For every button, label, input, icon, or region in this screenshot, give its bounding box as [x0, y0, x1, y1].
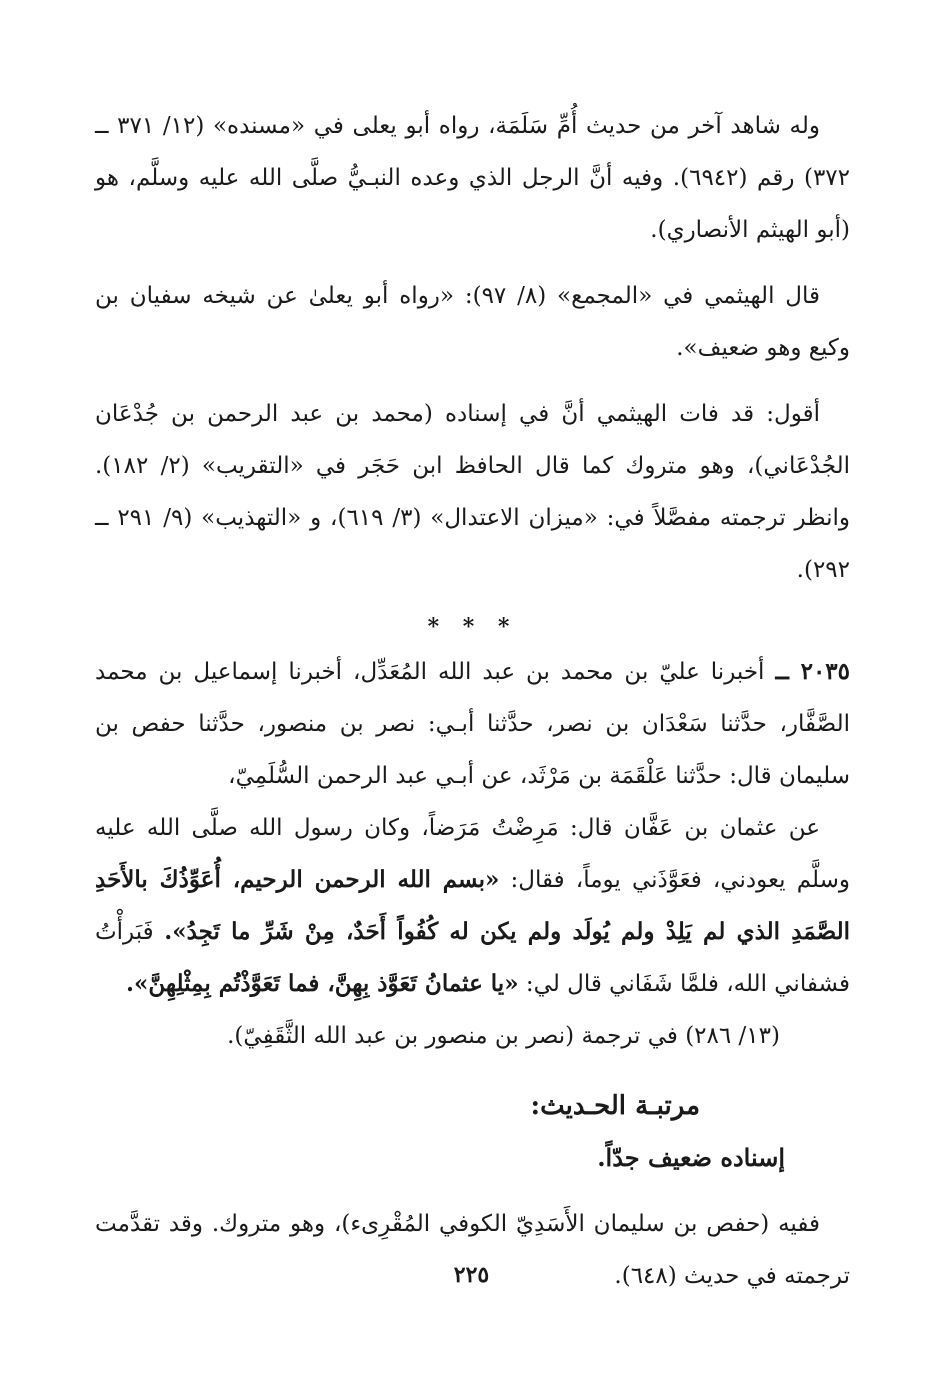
- hadith-text-middle: فَبَرأْتُ فشفاني الله، فلمَّا شَفَاني قال لي:: [95, 919, 850, 997]
- hadith-text-closing: «يا عثمانُ تَعَوَّذ بِهِنَّ، فما تَعَوَّذْتُم بِمِثْلِهِنَّ».: [125, 970, 519, 997]
- hadith-grade-verdict: إسناده ضعيف جدّاً.: [597, 1143, 785, 1172]
- paragraph-hadith-chain: [95, 646, 850, 802]
- paragraph-source-reference: (١٣/ ٢٨٦) في ترجمة (نصر بن منصور بن عبد الله الثَّقَفِيّ).: [227, 1023, 780, 1049]
- hadith-text-supplication: «بسم الله الرحمن الرحيم، أُعَوِّذُكَ بالأَحَدِ الصَّمَدِ الذي لم يَلِدْ ولم يُولَد ولم يكن له كُفُواً أَحَدٌ، مِنْ شَرِّ ما تَجِدُ».: [95, 866, 850, 945]
- paragraph-hadith-text: [95, 802, 850, 1010]
- page-body: [95, 100, 850, 1302]
- section-heading-hadith-grade: مرتبـة الحـديث:: [530, 1091, 700, 1121]
- paragraph-supporting-narration: وله شاهد آخر من حديث أُمِّ سَلَمَة، رواه أبو يعلى في «مسنده» (١٢/ ٣٧١ ــ ٣٧٢) رقم (٦٩٤٢). وفيه أنَّ الرجل الذي وعده النبـيُّ صلَّى الله عليه وسلَّم، هو (أبو الهيثم الأنصاري).: [95, 113, 850, 243]
- hadith-chain-text: أخبرنا عليّ بن محمد بن عبد الله المُعَدِّل، أخبرنا إسماعيل بن محمد الصَّفَّار، حدَّثنا سَعْدَان بن نصر، حدَّثنا أبـي: نصر بن منصور، حدَّثنا حفص بن سليمان قال: حدَّثنا عَلْقَمَة بن مَرْثَد، عن أبـي عبد الرحمن السُّلَمِيّ،: [95, 659, 850, 789]
- hadith-number: ٢٠٣٥ ــ: [775, 658, 851, 685]
- paragraph-grade-reason: ففيه (حفص بن سليمان الأَسَدِيّ الكوفي المُقْرِىء)، وهو متروك. وقد تقدَّمت ترجمته في حديث (٦٤٨).: [95, 1211, 850, 1289]
- page-number: ٢٢٥: [453, 1262, 490, 1288]
- section-divider-stars: * * *: [427, 614, 518, 640]
- hadith-text-intro: عن عثمان بن عَفَّان قال: مَرِضْتُ مَرَضاً، وكان رسول الله صلَّى الله عليه وسلَّم يعودني، فعَوَّذَني يوماً، فقال:: [95, 815, 850, 893]
- paragraph-haythami-quote: قال الهيثمي في «المجمع» (٨/ ٩٧): «رواه أبو يعلىٰ عن شيخه سفيان بن وكيع وهو ضعيف».: [95, 283, 850, 361]
- paragraph-author-comment: أقول: قد فات الهيثمي أنَّ في إسناده (محمد بن عبد الرحمن بن جُدْعَان الجُدْعَاني)، وهو متروك كما قال الحافظ ابن حَجَر في «التقريب» (٢/ ١٨٢). وانظر ترجمته مفصَّلاً في: «ميزان الاعتدال» (٣/ ٦١٩)، و «التهذيب» (٩/ ٢٩١ ــ ٢٩٢).: [95, 401, 851, 583]
